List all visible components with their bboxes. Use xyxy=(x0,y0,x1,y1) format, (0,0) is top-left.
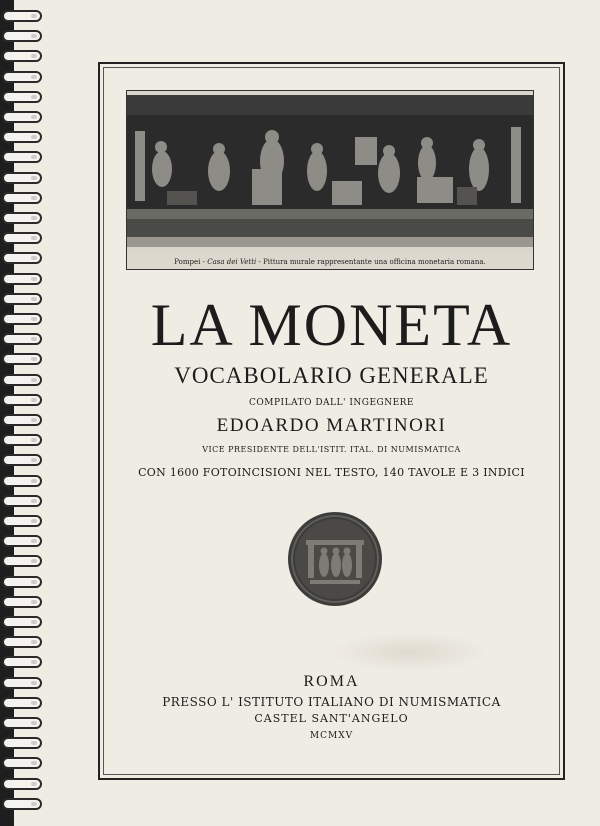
binding-ring xyxy=(2,313,42,325)
mural-image xyxy=(127,91,533,251)
binding-ring xyxy=(2,596,42,608)
binding-ring xyxy=(2,273,42,285)
binding-ring xyxy=(2,374,42,386)
binding-ring xyxy=(2,50,42,62)
binding-ring xyxy=(2,232,42,244)
binding-ring xyxy=(2,434,42,446)
binding-ring xyxy=(2,192,42,204)
binding-ring xyxy=(2,778,42,790)
publisher-city: ROMA xyxy=(303,673,360,690)
binding-ring xyxy=(2,10,42,22)
binding-ring xyxy=(2,414,42,426)
coin-medallion-image xyxy=(286,510,384,608)
binding-ring xyxy=(2,697,42,709)
binding-ring xyxy=(2,394,42,406)
binding-ring xyxy=(2,172,42,184)
author-role: VICE PRESIDENTE DELL'ISTIT. ITAL. DI NUMISMATICA xyxy=(202,445,461,454)
publisher-address: CASTEL SANT'ANGELO xyxy=(254,712,409,725)
paper-stain xyxy=(330,632,490,672)
binding-ring xyxy=(2,131,42,143)
binding-ring xyxy=(2,717,42,729)
binding-ring xyxy=(2,495,42,507)
binding-ring xyxy=(2,515,42,527)
binding-ring xyxy=(2,212,42,224)
mural-caption xyxy=(127,258,533,266)
binding-ring xyxy=(2,91,42,103)
mural-caption-italic: Casa dei Vetti xyxy=(207,258,257,266)
mural-illustration xyxy=(126,90,534,270)
binding-ring xyxy=(2,293,42,305)
binding-ring xyxy=(2,576,42,588)
binding-ring xyxy=(2,475,42,487)
binding-ring xyxy=(2,798,42,810)
mural-caption-prefix: Pompei - xyxy=(174,258,205,266)
binding-ring xyxy=(2,757,42,769)
binding-ring xyxy=(2,111,42,123)
spiral-binding xyxy=(0,0,46,826)
binding-ring xyxy=(2,71,42,83)
binding-ring xyxy=(2,151,42,163)
author-name: EDOARDO MARTINORI xyxy=(216,415,447,436)
binding-ring xyxy=(2,737,42,749)
mural-caption-suffix: - Pittura murale rappresentante una officina monetaria romana. xyxy=(258,258,486,266)
binding-ring xyxy=(2,677,42,689)
binding-ring xyxy=(2,636,42,648)
binding-ring xyxy=(2,555,42,567)
binding-ring xyxy=(2,353,42,365)
publication-year: MCMXV xyxy=(309,731,354,741)
binding-ring xyxy=(2,30,42,42)
binding-ring xyxy=(2,333,42,345)
publisher-name: PRESSO L' ISTITUTO ITALIANO DI NUMISMATICA xyxy=(162,695,501,709)
binding-ring xyxy=(2,535,42,547)
book-title: LA MONETA xyxy=(150,292,513,358)
book-subtitle: VOCABOLARIO GENERALE xyxy=(174,363,489,388)
contents-note: CON 1600 FOTOINCISIONI NEL TESTO, 140 TAVOLE E 3 INDICI xyxy=(138,466,525,479)
binding-ring xyxy=(2,656,42,668)
binding-ring xyxy=(2,454,42,466)
compiled-by-line: COMPILATO DALL' INGEGNERE xyxy=(249,398,414,408)
binding-ring xyxy=(2,616,42,628)
binding-ring xyxy=(2,252,42,264)
